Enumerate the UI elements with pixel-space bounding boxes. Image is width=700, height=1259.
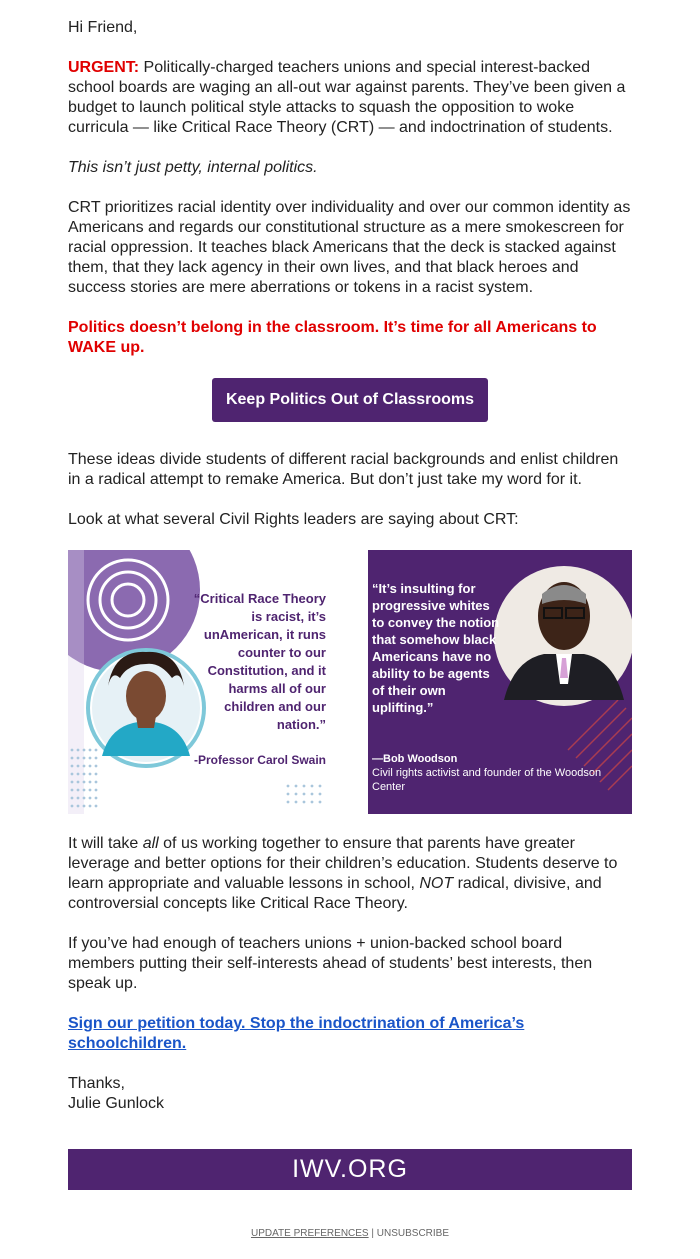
- crt-paragraph: CRT prioritizes racial identity over individuality and over our common identity as Americans and regards our constitutional structure as a mere smokescreen for racial oppression. It teaches black Americans that the deck is stacked against them, that they lack agency in their own lives, and that black heroes and success stories are mere aberrations or tokens in a racist system.: [68, 199, 631, 296]
- email-content: [68, 18, 632, 1134]
- bob-woodson-title: Civil rights activist and founder of the Woodson Center: [372, 767, 602, 793]
- unsubscribe-link[interactable]: UNSUBSCRIBE: [376, 1228, 450, 1239]
- signoff-name: Julie Gunlock: [68, 1095, 165, 1112]
- bottom-separator: |: [368, 1228, 377, 1239]
- petition-paragraph: [68, 1014, 632, 1054]
- quote-images: [68, 550, 632, 814]
- together-paragraph: [68, 834, 632, 914]
- update-preferences-link[interactable]: UPDATE PREFERENCES: [250, 1228, 369, 1239]
- signoff: [68, 1074, 632, 1114]
- together-text-c: radical, divisive, and controversial concepts like Critical Race Theory.: [68, 875, 602, 912]
- together-text-a: It will take: [68, 835, 143, 852]
- bob-woodson-quote-card: [368, 550, 632, 814]
- divide-paragraph: These ideas divide students of different racial backgrounds and enlist children in a radical attempt to remake America. But don’t just take my word for it.: [68, 451, 619, 488]
- urgent-label: URGENT:: [68, 59, 140, 76]
- bob-woodson-quote: “It’s insulting for progressive whites to convey the notion that somehow black Americans have no ability to be agents of their own uplifting.”: [372, 581, 500, 715]
- petition-link[interactable]: Sign our petition today. Stop the indoctrination of America’s schoolchildren.: [68, 1015, 525, 1052]
- greeting: Hi Friend,: [68, 19, 138, 36]
- bottom-links: [0, 1228, 700, 1240]
- together-all-emphasis: all: [142, 835, 159, 852]
- footer-brand: IWV.ORG: [292, 1155, 408, 1183]
- urgent-text: Politically-charged teachers unions and special interest-backed school boards are waging an all-out war against parents. They’ve been given a budget to launch political style attacks to squash the opposition to woke curricula — like Critical Race Theory (CRT) — and indoctrination of students.: [68, 59, 626, 136]
- carol-swain-quote: “Critical Race Theory is racist, it’s unAmerican, it runs counter to our Constitution, and it harms all of our children and our nation.”: [193, 591, 326, 732]
- wake-up-paragraph: Politics doesn’t belong in the classroom. It’s time for all Americans to WAKE up.: [68, 319, 597, 356]
- keep-politics-out-button[interactable]: Keep Politics Out of Classrooms: [212, 378, 488, 422]
- together-text-b: of us working together to ensure that parents have greater leverage and better options for their children’s education. Students deserve to learn appropriate and valuable lessons in school,: [68, 835, 618, 892]
- iwv-footer-banner[interactable]: [68, 1149, 632, 1190]
- bob-woodson-name: —Bob Woodson: [372, 753, 458, 765]
- cta-row: [68, 378, 632, 422]
- together-not-emphasis: NOT: [419, 875, 454, 892]
- italic-paragraph: This isn’t just petty, internal politics.: [68, 159, 318, 176]
- carol-swain-quote-card: [68, 550, 332, 814]
- look-paragraph: Look at what several Civil Rights leaders are saying about CRT:: [68, 511, 519, 528]
- carol-swain-attribution: -Professor Carol Swain: [193, 753, 326, 767]
- signoff-thanks: Thanks,: [68, 1075, 125, 1092]
- bob-woodson-attribution: [372, 752, 612, 794]
- speak-up-paragraph: If you’ve had enough of teachers unions + union-backed school board members putting their self-interests ahead of students’ best interests, then speak up.: [68, 935, 593, 992]
- urgent-paragraph: [68, 58, 632, 138]
